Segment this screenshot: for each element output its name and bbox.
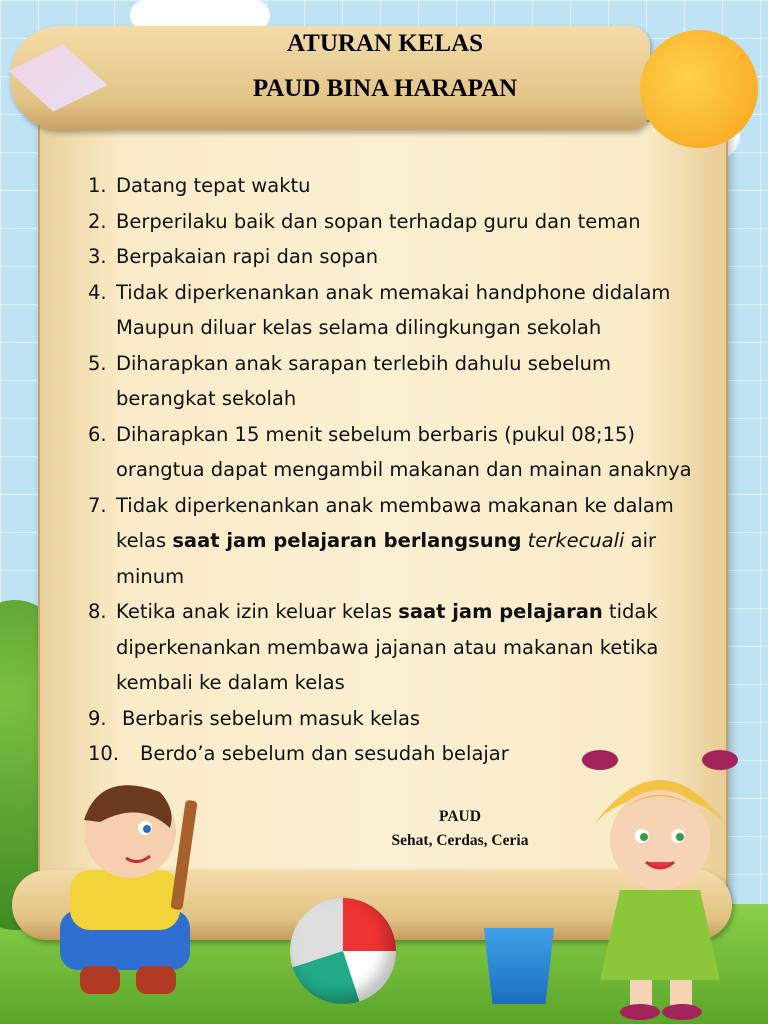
rule-item (88, 417, 728, 488)
rule-emphasis: saat jam pelajaran (398, 600, 603, 623)
rule-text: berangkat sekolah (116, 387, 297, 410)
bucket-illustration (484, 928, 554, 1004)
rule-item (88, 488, 728, 595)
rule-text: Berdo’a sebelum dan sesudah belajar (140, 742, 509, 765)
rule-text: diperkenankan membawa jajanan atau makanan ketika (116, 635, 659, 659)
rule-number: 10. (88, 742, 120, 765)
rule-text: Datang tepat waktu (116, 174, 311, 197)
rule-text: Berperilaku baik dan sopan terhadap guru dan teman (116, 209, 641, 233)
rule-item (88, 168, 728, 204)
sun-illustration (640, 30, 758, 148)
footer-motto: Sehat, Cerdas, Ceria (391, 832, 529, 849)
rule-text: orangtua dapat mengambil makanan dan mainan anaknya (116, 458, 692, 481)
rule-text: Tidak diperkenankan anak membawa makanan ke dalam (116, 493, 674, 517)
girl-illustration (560, 740, 760, 1020)
rule-text: Berpakaian rapi dan sopan (116, 245, 379, 268)
rule-text: Diharapkan anak sarapan terlebih dahulu sebelum (116, 351, 612, 375)
rule-number: 6. (88, 422, 107, 446)
rule-number: 9. (88, 706, 107, 730)
rule-item (88, 701, 728, 737)
rule-number: 8. (88, 600, 107, 623)
rule-item (88, 594, 728, 701)
rule-text: Diharapkan 15 menit sebelum berbaris (pukul 08;15) (116, 422, 635, 446)
rule-text: Maupun diluar kelas selama dilingkungan sekolah (116, 316, 602, 339)
rule-item (88, 239, 728, 275)
boy-illustration (40, 770, 210, 1010)
school-name: PAUD BINA HARAPAN (252, 75, 518, 102)
rule-number: 2. (88, 209, 107, 233)
rule-text: Ketika anak izin keluar kelas (116, 600, 399, 623)
beach-ball-illustration (290, 898, 396, 1004)
rule-item (88, 346, 728, 417)
rule-number: 5. (88, 351, 107, 375)
rule-text: kembali ke dalam kelas (116, 671, 345, 694)
rules-list (88, 168, 728, 772)
footer-school: PAUD (439, 808, 481, 825)
rule-text: tidak (602, 600, 658, 623)
rule-italic: terkecuali (527, 529, 625, 552)
rule-text: kelas (116, 529, 173, 552)
rule-text: air (624, 529, 657, 552)
rule-number: 3. (88, 245, 107, 268)
rule-text: Tidak diperkenankan anak memakai handphone didalam (116, 280, 671, 304)
rule-item (88, 204, 728, 240)
page-title: ATURAN KELAS (286, 30, 484, 57)
rule-item (88, 275, 728, 346)
rule-number: 1. (88, 174, 107, 197)
rule-number: 4. (88, 280, 107, 304)
rule-emphasis: saat jam pelajaran berlangsung (172, 529, 522, 552)
rule-text: minum (116, 564, 185, 588)
rule-text: Berbaris sebelum masuk kelas (122, 706, 421, 730)
rule-number: 7. (88, 493, 107, 517)
